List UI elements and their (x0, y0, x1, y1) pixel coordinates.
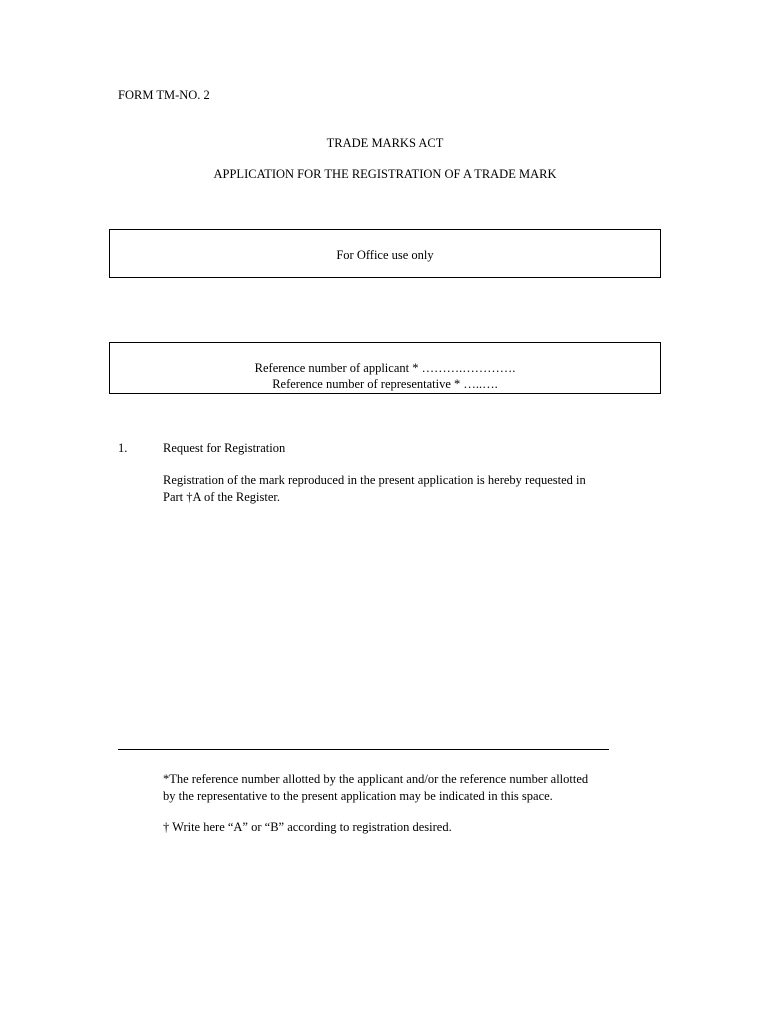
footnote-reference (163, 771, 663, 805)
section-body-line: Part †A of the Register. (163, 490, 280, 504)
footnote-line: *The reference number allotted by the applicant and/or the reference number allotted (163, 772, 589, 786)
office-use-label: For Office use only (336, 248, 434, 262)
office-use-box (109, 229, 661, 278)
section-number: 1. (118, 441, 128, 455)
reference-number-box (109, 342, 661, 394)
footnote-part: † Write here “A” or “B” according to registration desired. (163, 820, 452, 834)
footnote-separator (118, 749, 609, 750)
representative-reference-line: Reference number of representative * …..…. (272, 377, 498, 391)
form-number: FORM TM-NO. 2 (118, 88, 210, 102)
section-title: Request for Registration (163, 441, 286, 455)
act-title: TRADE MARKS ACT (326, 136, 444, 150)
application-title: APPLICATION FOR THE REGISTRATION OF A TRADE MARK (213, 167, 557, 181)
applicant-reference-line: Reference number of applicant * ……….…………. (254, 361, 516, 375)
section-body-line: Registration of the mark reproduced in the present application is hereby requested in (163, 473, 586, 487)
section-body (163, 472, 663, 506)
footnote-line: by the representative to the present application may be indicated in this space. (163, 789, 553, 803)
